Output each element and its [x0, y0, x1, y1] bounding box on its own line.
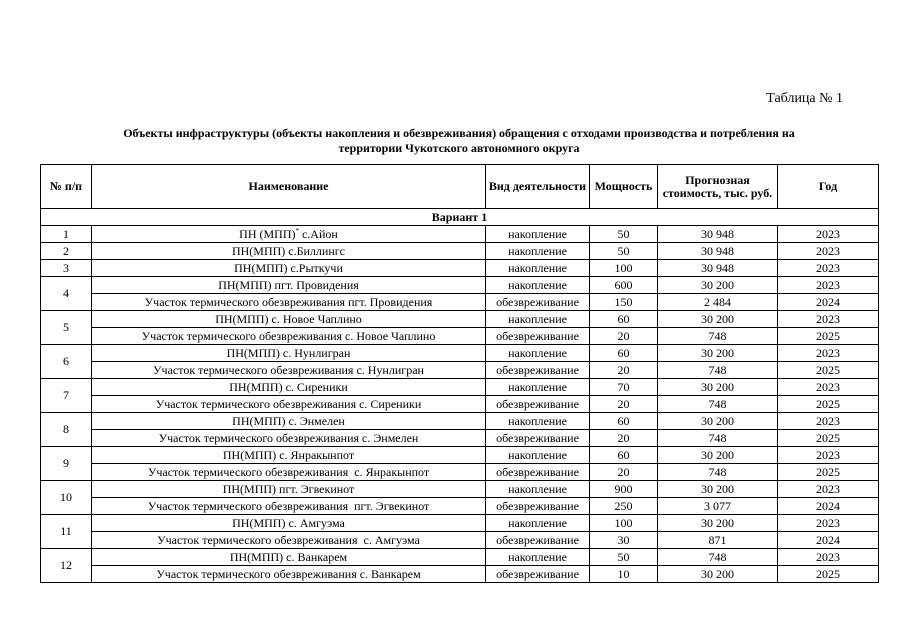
header-cost: Прогнозная стоимость, тыс. руб. [658, 165, 778, 209]
cell-capacity: 20 [590, 396, 658, 413]
cell-cost: 748 [658, 464, 778, 481]
cell-name: ПН(МПП) с. Энмелен [92, 413, 486, 430]
row-number: 7 [41, 379, 92, 413]
row-number: 12 [41, 549, 92, 583]
cell-activity: обезвреживание [486, 294, 590, 311]
table-row [41, 396, 879, 413]
cell-name [92, 226, 486, 243]
cell-name: ПН(МПП) с. Новое Чаплино [92, 311, 486, 328]
cell-cost: 30 948 [658, 260, 778, 277]
cell-year: 2023 [778, 481, 879, 498]
cell-capacity: 30 [590, 532, 658, 549]
cell-capacity: 20 [590, 328, 658, 345]
cell-capacity: 900 [590, 481, 658, 498]
cell-activity: обезвреживание [486, 328, 590, 345]
cell-cost: 871 [658, 532, 778, 549]
table-number: Таблица № 1 [766, 91, 843, 106]
cell-capacity: 20 [590, 430, 658, 447]
cell-capacity: 60 [590, 413, 658, 430]
cell-capacity: 60 [590, 447, 658, 464]
cell-activity: накопление [486, 260, 590, 277]
cell-capacity: 100 [590, 260, 658, 277]
cell-activity: накопление [486, 481, 590, 498]
cell-name: ПН(МПП) пгт. Провидения [92, 277, 486, 294]
cell-cost: 30 200 [658, 345, 778, 362]
cell-capacity: 150 [590, 294, 658, 311]
table-row [41, 515, 879, 532]
cell-cost: 30 200 [658, 447, 778, 464]
cell-activity: накопление [486, 243, 590, 260]
title-line-2: территории Чукотского автономного округа [338, 141, 580, 155]
cell-year: 2025 [778, 362, 879, 379]
cell-name: ПН(МПП) с.Биллингс [92, 243, 486, 260]
cell-activity: накопление [486, 345, 590, 362]
cell-year: 2023 [778, 447, 879, 464]
cell-capacity: 20 [590, 362, 658, 379]
row-number: 4 [41, 277, 92, 311]
cell-year: 2025 [778, 464, 879, 481]
cell-capacity: 100 [590, 515, 658, 532]
table-row [41, 532, 879, 549]
table-row [41, 413, 879, 430]
cell-name-text: ПН (МПП) [239, 226, 296, 241]
table-row [41, 345, 879, 362]
variant-label: Вариант 1 [41, 209, 879, 226]
cell-year: 2025 [778, 328, 879, 345]
cell-cost: 30 948 [658, 243, 778, 260]
row-number: 11 [41, 515, 92, 549]
cell-cost: 30 200 [658, 481, 778, 498]
cell-year: 2023 [778, 379, 879, 396]
cell-capacity: 600 [590, 277, 658, 294]
cell-name: Участок термического обезвреживания пгт. Эгвекинот [92, 498, 486, 515]
cell-activity: накопление [486, 447, 590, 464]
table-row [41, 277, 879, 294]
cell-capacity: 10 [590, 566, 658, 583]
cell-name: Участок термического обезвреживания с. Нунлигран [92, 362, 486, 379]
cell-year: 2023 [778, 413, 879, 430]
table-row [41, 294, 879, 311]
cell-name: ПН(МПП) с. Ванкарем [92, 549, 486, 566]
cell-name-tail: с.Айон [298, 226, 338, 241]
cell-cost: 30 200 [658, 413, 778, 430]
cell-cost: 2 484 [658, 294, 778, 311]
table-row [41, 566, 879, 583]
table-row [41, 362, 879, 379]
table-row [41, 549, 879, 566]
cell-year: 2023 [778, 277, 879, 294]
cell-activity: накопление [486, 311, 590, 328]
cell-activity: обезвреживание [486, 464, 590, 481]
cell-cost: 30 200 [658, 515, 778, 532]
cell-activity: накопление [486, 549, 590, 566]
cell-name: ПН(МПП) с. Янракынпот [92, 447, 486, 464]
cell-name: Участок термического обезвреживания с. Янракынпот [92, 464, 486, 481]
cell-activity: накопление [486, 515, 590, 532]
cell-activity: обезвреживание [486, 566, 590, 583]
table-row [41, 243, 879, 260]
cell-cost: 30 200 [658, 379, 778, 396]
cell-name: Участок термического обезвреживания с. Новое Чаплино [92, 328, 486, 345]
cell-year: 2025 [778, 566, 879, 583]
row-number: 5 [41, 311, 92, 345]
footnote-mark: * [295, 226, 299, 235]
cell-capacity: 60 [590, 345, 658, 362]
header-row [41, 165, 879, 209]
cell-year: 2024 [778, 532, 879, 549]
table-row [41, 226, 879, 243]
cell-capacity: 50 [590, 549, 658, 566]
cell-year: 2025 [778, 396, 879, 413]
cell-cost: 748 [658, 396, 778, 413]
cell-year: 2023 [778, 515, 879, 532]
table-body [41, 209, 879, 583]
document-title [40, 126, 878, 156]
header-year: Год [778, 165, 879, 209]
cell-capacity: 50 [590, 226, 658, 243]
cell-capacity: 20 [590, 464, 658, 481]
table-row [41, 481, 879, 498]
cell-activity: обезвреживание [486, 498, 590, 515]
cell-year: 2023 [778, 311, 879, 328]
cell-year: 2024 [778, 294, 879, 311]
cell-year: 2024 [778, 498, 879, 515]
cell-capacity: 70 [590, 379, 658, 396]
cell-cost: 30 200 [658, 566, 778, 583]
table-row [41, 447, 879, 464]
table-row [41, 498, 879, 515]
cell-name: ПН(МПП) пгт. Эгвекинот [92, 481, 486, 498]
row-number: 1 [41, 226, 92, 243]
table-row [41, 430, 879, 447]
cell-name: Участок термического обезвреживания с. Ванкарем [92, 566, 486, 583]
row-number: 6 [41, 345, 92, 379]
header-name: Наименование [92, 165, 486, 209]
row-number: 10 [41, 481, 92, 515]
row-number: 9 [41, 447, 92, 481]
cell-activity: накопление [486, 413, 590, 430]
variant-row [41, 209, 879, 226]
cell-year: 2023 [778, 345, 879, 362]
cell-activity: накопление [486, 226, 590, 243]
row-number: 8 [41, 413, 92, 447]
cell-cost: 30 200 [658, 277, 778, 294]
cell-capacity: 50 [590, 243, 658, 260]
cell-cost: 748 [658, 430, 778, 447]
table-row [41, 464, 879, 481]
table-row [41, 379, 879, 396]
cell-name: ПН(МПП) с.Рыткучи [92, 260, 486, 277]
cell-name: ПН(МПП) с. Сиреники [92, 379, 486, 396]
cell-cost: 748 [658, 328, 778, 345]
header-num: № п/п [41, 165, 92, 209]
cell-cost: 30 948 [658, 226, 778, 243]
cell-capacity: 60 [590, 311, 658, 328]
cell-year: 2023 [778, 549, 879, 566]
cell-name: Участок термического обезвреживания с. Амгуэма [92, 532, 486, 549]
cell-activity: обезвреживание [486, 430, 590, 447]
cell-activity: накопление [486, 277, 590, 294]
title-line-1: Объекты инфраструктуры (объекты накопления и обезвреживания) обращения с отходами производства и потребления на [123, 126, 795, 140]
cell-cost: 748 [658, 549, 778, 566]
row-number: 3 [41, 260, 92, 277]
cell-capacity: 250 [590, 498, 658, 515]
table-row [41, 311, 879, 328]
row-number: 2 [41, 243, 92, 260]
objects-table [40, 164, 879, 583]
cell-cost: 3 077 [658, 498, 778, 515]
cell-activity: обезвреживание [486, 396, 590, 413]
header-activity: Вид деятельности [486, 165, 590, 209]
cell-activity: накопление [486, 379, 590, 396]
header-capacity: Мощность [590, 165, 658, 209]
cell-name: ПН(МПП) с. Амгуэма [92, 515, 486, 532]
cell-name: Участок термического обезвреживания с. Сиреники [92, 396, 486, 413]
cell-name: Участок термического обезвреживания с. Энмелен [92, 430, 486, 447]
cell-year: 2025 [778, 430, 879, 447]
cell-year: 2023 [778, 260, 879, 277]
cell-year: 2023 [778, 226, 879, 243]
cell-cost: 748 [658, 362, 778, 379]
cell-name: ПН(МПП) с. Нунлигран [92, 345, 486, 362]
cell-cost: 30 200 [658, 311, 778, 328]
cell-activity: обезвреживание [486, 532, 590, 549]
cell-activity: обезвреживание [486, 362, 590, 379]
cell-name: Участок термического обезвреживания пгт. Провидения [92, 294, 486, 311]
cell-year: 2023 [778, 243, 879, 260]
table-row [41, 260, 879, 277]
table-row [41, 328, 879, 345]
